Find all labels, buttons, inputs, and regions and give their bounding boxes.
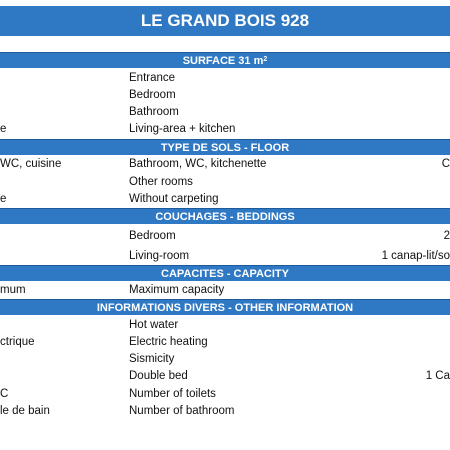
row-bath-count-en: Number of bathroom: [129, 405, 235, 417]
section-surface-label: SURFACE 31 m: [182, 54, 264, 67]
page-title: LE GRAND BOIS 928: [0, 6, 450, 36]
row-entrance-en: Entrance: [129, 72, 176, 84]
section-capacity-label: CAPACITES - CAPACITY: [161, 267, 289, 280]
section-surface-sup: 2: [263, 56, 268, 63]
row-bed-bedroom-value: 2: [443, 230, 450, 242]
row-double-bed-value: 1 Ca: [425, 370, 450, 382]
row-other-rooms-en: Other rooms: [129, 176, 193, 188]
row-toilets-fr: C: [0, 388, 9, 400]
row-elec-heat-en: Electric heating: [129, 336, 208, 348]
row-no-carpet-fr: e: [0, 193, 7, 205]
row-bedroom-en: Bedroom: [129, 89, 176, 101]
row-floor-bath-value: C: [441, 158, 450, 170]
section-other-header: [0, 299, 450, 315]
row-double-bed-en: Double bed: [129, 370, 188, 382]
row-bed-living-en: Living-room: [129, 250, 190, 262]
section-surface-header: [0, 52, 450, 68]
section-floor-label: TYPE DE SOLS - FLOOR: [160, 141, 290, 154]
row-living-fr: e: [0, 123, 7, 135]
section-beddings-label: COUCHAGES - BEDDINGS: [155, 210, 295, 223]
row-sismicity-en: Sismicity: [129, 353, 175, 365]
row-no-carpet-en: Without carpeting: [129, 193, 219, 205]
section-other-label: INFORMATIONS DIVERS - OTHER INFORMATION: [96, 301, 354, 314]
row-bed-living-value: 1 canap-lit/so: [381, 250, 450, 262]
row-floor-bath-en: Bathroom, WC, kitchenette: [129, 158, 267, 170]
row-bed-bedroom-en: Bedroom: [129, 230, 176, 242]
row-living-en: Living-area + kitchen: [129, 123, 236, 135]
row-hot-water-en: Hot water: [129, 319, 179, 331]
row-bathroom-en: Bathroom: [129, 106, 179, 118]
row-max-cap-fr: mum: [0, 284, 26, 296]
section-floor-header: [0, 139, 450, 155]
row-max-cap-en: Maximum capacity: [129, 284, 225, 296]
section-capacity-header: [0, 265, 450, 281]
row-elec-heat-fr: ctrique: [0, 336, 35, 348]
row-floor-bath-fr: WC, cuisine: [0, 158, 62, 170]
row-toilets-en: Number of toilets: [129, 388, 216, 400]
section-beddings-header: [0, 208, 450, 224]
row-bath-count-fr: le de bain: [0, 405, 50, 417]
